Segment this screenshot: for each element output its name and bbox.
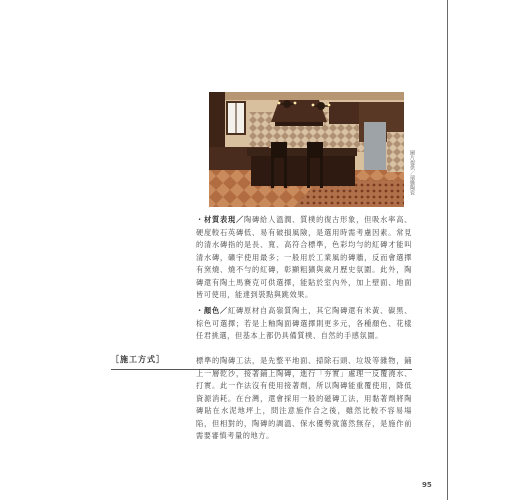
paragraph-material-lead: ・材質表現／ — [196, 215, 245, 224]
kitchen-illustration — [209, 92, 404, 207]
photo-caption: 圖片提供／瑞騰陶瓷 — [409, 150, 415, 195]
paragraph-color — [196, 305, 412, 343]
section-title: ［施工方式］ — [111, 355, 165, 364]
page-number: 95 — [422, 481, 432, 489]
kitchen-photo — [209, 92, 404, 207]
paragraph-material-body: 陶磚給人溫潤、質樸的復古形象，但吸水率高、硬度較石英磚低、易有破損風險，是選用時需考慮因素。常見的清水磚指的是長、寬、高符合標準，色彩均勻的紅磚才能叫清水磚，礦宇使用最多；一般用於工業風的磚牆，反而會選擇有窯燒、燒不勻的紅磚，彰顯粗獷與歲月歷史氛圍。此外，陶磚還有陶土馬賽克可供選擇，能貼於室內外，加上壁面、地面皆可使用，能達到裝點與跳效果。 — [196, 215, 412, 299]
paragraph-color-body: 紅磚原材自高嶺質陶土，其它陶磚還有米黃、碳黑、棕色可選擇；若是上釉陶面磚選擇則更多元，各種顏色、花樣任君挑選，但基本上都仍具備質樸、自然的手感氛圍。 — [196, 306, 412, 340]
section-body: 標準的陶磚工法，是先整平地面、掃除石頭、垃圾等雜物，鋪上一層乾沙，接著鋪上陶磚，進行「夯實」處理一反覆澆水、打實。此一作法沒有使用接著劑，所以陶磚能重覆使用，降低資源消耗。在台灣，還會採用一般的磁磚工法，用黏著劑將陶磚貼在水泥地坪上，問注意施作合之後，雖然比較不容易場陷，但相對的，陶磚的調溫、保水優勢就蕩然無存，是施作前需要審慎考量的地方。 — [196, 356, 412, 440]
page-edge-line — [447, 0, 448, 500]
paragraph-color-lead: ・顏色／ — [196, 306, 229, 315]
paragraph-material — [196, 214, 412, 302]
